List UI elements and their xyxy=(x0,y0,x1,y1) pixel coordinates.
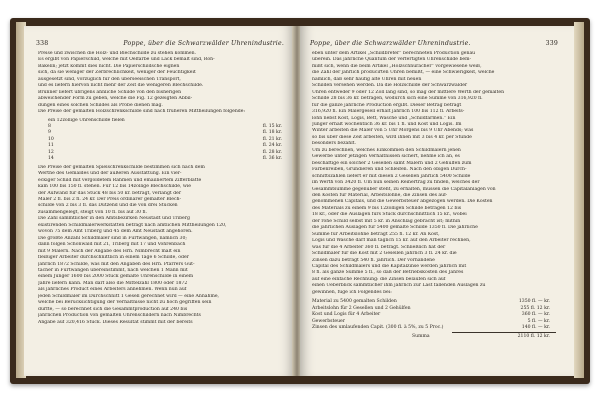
text-line: und es liefern hiervon nicht mehr der Zeit die wenigeren Blechschilde. xyxy=(38,83,204,89)
price-size: 9 xyxy=(48,130,51,136)
text-line: dürfte, — so berechnet sich die Gesammtproduction auf 240 bis xyxy=(38,306,188,312)
price-size: 12 xyxy=(48,149,54,155)
text-line: einem Jünger 1600 bis 2000 Stück gemalte Uhrenschilde in einem xyxy=(38,274,194,280)
text-line: für die ganze jährliche Production ergibt. Dieser Betrag beträgt xyxy=(312,102,462,108)
price-size: 10 xyxy=(48,136,54,142)
text-line: lohn nebst Kost, Logis, Bett, Wäsche und „Schildfärmen.“ Ein xyxy=(312,115,456,121)
right-page xyxy=(300,26,574,376)
left-text-bottom xyxy=(38,165,282,326)
text-line: Maler 2 fl. bis 2 fl. 24 kr. Der Preis ordinärer gemalter Blech- xyxy=(38,196,182,202)
text-line: als jährliches Product eines Arbeiters annehmen. Wenn nun auf xyxy=(38,287,187,293)
cost-rows xyxy=(312,299,556,331)
text-line: 316,920 fl. Ein Malergesell erhält jährlich 100 bis 112 fl. Arbeits- xyxy=(312,109,465,115)
page-edges-right xyxy=(574,22,584,378)
text-line: Logis und Wäsche darf man täglich 15 kr. auf den Arbeiter rechnen, xyxy=(312,238,471,244)
text-line: abweichender Form zu geben, welche die Fig. 12 gezeigten Abbil- xyxy=(38,96,193,102)
text-line: eckiger Schild mit vergoldetem Rahmen und emailliertem Zifferblatte xyxy=(38,177,202,183)
text-line: welche bei Berücksichtigung der Verhältnisse nicht zu hoch gegriffen sein xyxy=(38,300,212,306)
text-line: Winter arbeiten die Maler von 5 Uhr Morgens bis 9 Uhr Abends; was xyxy=(312,128,474,134)
text-line: jährlich 1872 Schilde, was mit den Angaben des Hrn. Pfarrers Güt- xyxy=(38,261,195,267)
text-line: der Aufwand für das Stück 48 bis 50 kr. beträgt, verlangt der xyxy=(38,190,182,196)
right-running-title: Poppe, über die Schwarzwälder Uhrenindustrie. xyxy=(310,40,471,47)
text-line: Angabe auf 320,416 Stück. Dieses Resultat stimmt mit der bereits xyxy=(38,319,193,325)
right-page-header xyxy=(300,26,574,47)
text-line: besonders bezahlt. xyxy=(312,141,356,147)
text-line: Gewerbe unter jetzigen Verhältnissen sichert, nehme ich an, es xyxy=(312,154,460,160)
text-line: den Kosten für Material, Arbeitslöhne, die Zinsen des auf- xyxy=(312,192,448,198)
cost-amount: 1350 fl. — kr. xyxy=(518,299,550,305)
text-line: schnittszahlen liefert er mit diesen 2 Gesellen jährlich 5400 Schilde xyxy=(312,173,471,179)
text-line: 18 kr., oder die Auslagen fürs Stück durchschnittlich 15 kr., wobei xyxy=(312,212,467,218)
cost-amount: 360 fl. — kr. xyxy=(521,312,550,318)
cost-label: Gewerbsteuer xyxy=(312,318,345,324)
text-line: beschäftige ein solcher 2 Gesellen samt Malern und 2 Gehülfen zum xyxy=(312,160,472,166)
cost-total-amount: 2110 fl. 12 kr. xyxy=(517,334,550,340)
price-amount: fl. 18 kr. xyxy=(262,130,282,136)
text-line: gewinnen, füge ich Folgendes bei: xyxy=(312,289,392,295)
text-line: Die größte Anzahl Schildmaler sind in Furtwangen, nämlich 30; xyxy=(38,235,187,241)
text-line: Um zu berechnen, welches Einkommen den Schildmalern jenen xyxy=(312,147,461,153)
text-line: auf eine einfache Rechnung: die Zinsen belaufen sich auf xyxy=(312,276,446,282)
text-line: kam 100 bis 150 fl. stehen. Für 12 bis 14zöllige Blechschilde, wie xyxy=(38,184,192,190)
text-line: Jahre liefern kann. Man darf also die Mittelzahl 1800 oder 1872 xyxy=(38,280,188,286)
text-line: ausgesetzt sind, vorzüglich für den überseeischen Transport, xyxy=(38,76,181,82)
left-text-top xyxy=(38,51,282,116)
text-line: überein. Das jährliche Quantum der verfertigten Uhrenschilde bem- xyxy=(312,57,472,63)
text-line: genommenen Capitals, und die Gewerbsteuer abgezogen werden. Die Kosten xyxy=(312,199,493,205)
text-line: Capital des Schildmalers und die Kapitalzinse werden jährlich mit xyxy=(312,263,467,269)
text-line: 8 fl. als ganze Summe 5 fl., so daß der Betriebskosten des Jahres xyxy=(312,270,464,276)
cost-label: Arbeitslohn für 2 Gesellen und 2 Gehülfen xyxy=(312,305,411,311)
price-amount: fl. 21 kr. xyxy=(262,136,282,142)
right-page-number: 339 xyxy=(545,40,558,47)
text-line: Uhren entweder 9 oder 12 Zoll lang sind, so mag der mittlere Werth der gemalten xyxy=(312,89,505,95)
price-row xyxy=(48,156,282,162)
text-line: fleißiger Arbeiter durchschnittlich in einem Tage 6 Schilde, oder xyxy=(38,255,189,261)
text-line: jeden Schildmaler im Durchschnitt 1 Gesell gerechnet wird — eine Annahme, xyxy=(38,293,220,299)
text-line: Die Zahl sämmtlicher in den Amtsbezirken Neustadt und Triberg xyxy=(38,216,190,222)
text-line: einen Ueberblick sämmtlicher ihm jährlich zur Last fallenden Auslagen zu xyxy=(312,283,486,289)
text-line: Zinsen dazu beträgt 540 fl. jährlich. Der vorhandene xyxy=(312,257,435,263)
text-line: mißt sich, wenn die beim Artikel „Holzschnuracher“ vorgewiesene weiß, xyxy=(312,63,482,69)
text-line: dungen eines solchen Schildes als Probe dienen mag. xyxy=(38,102,163,108)
text-line: dann folgen Schönwald mit 21, Triberg mit 17 und Vöhrenbach xyxy=(38,242,186,248)
cost-label: Kost und Logis für 4 Arbeiter xyxy=(312,312,381,318)
price-rows xyxy=(48,124,282,163)
text-line: Gesammtsumme gegenüber steht, zu erhalten, müssen die Capitalanlagen von xyxy=(312,186,496,192)
text-line: Die Preise der gemalten Holzschrenkschilde sind nach früheren Mittheilungen folgende: xyxy=(38,109,245,115)
right-page-body xyxy=(300,47,574,341)
text-line: Schilden versehen werden. Da die Holzschilde der Schwarzwalder xyxy=(312,83,468,89)
left-page xyxy=(24,26,294,376)
text-line: Summe für Arbeitslöhne beträgt 255 fl. 12 kr. An Kost, xyxy=(312,231,440,237)
price-table-label: ein 12zöllige Uhrenschilde fielen xyxy=(48,117,125,123)
price-amount: fl. 15 kr. xyxy=(262,123,282,129)
price-table xyxy=(48,118,282,163)
left-page-body xyxy=(24,47,294,326)
text-line: Es ergibt von Papierschild, welche mit Oelfarbe und Lack bemalt sind, Roh- xyxy=(38,57,215,63)
text-line: Preise und zwischen die Holz- und Blechschilde zu stehen kommen. xyxy=(38,51,197,56)
text-line: Werthe des Gemäldes und der äußeren Ausstattung. Ein vier- xyxy=(38,171,182,177)
text-line: tacher in Furtwangen übereinstimmt, nach welchen 1 Mann mit xyxy=(38,267,188,273)
price-size: 8 xyxy=(48,123,51,129)
text-line: Schilde 28 bis 36 kr. betragen, wodurch sich eine Summe von 316,920 fl. xyxy=(312,96,483,102)
cost-amount: 5 fl. — kr. xyxy=(527,318,550,324)
text-line: im Werth von 3420 fl. Um nun seinen Reinertrag zu finden, welches der xyxy=(312,180,480,186)
text-line: zusammengelegt, steigt von 10 fl. bis auf 30 fl. xyxy=(38,209,148,215)
text-line: des Materials zu einem 9 bis 12zölligen Schilde betragen 12 bis xyxy=(312,205,462,211)
text-line: Brunner liefert übrigens ähnliche Schilde von den bisherigen xyxy=(38,89,182,95)
left-page-header xyxy=(24,26,294,47)
text-line: mit 9 Malern. Nach der Angabe des Hrn. Nimbrecht malt ein xyxy=(38,248,181,254)
price-size: 11 xyxy=(48,143,54,149)
text-line: existirenden Schildmalerwerkstätten beträgt nach amtlichen Mittheilungen 120, xyxy=(38,222,227,228)
text-line: sich, da sie weniger der Zerbrechlichkeit, weniger der Feuchtigkeit xyxy=(38,70,196,76)
cost-total-label: Summa xyxy=(412,334,430,340)
price-amount: fl. 28 kr. xyxy=(262,149,282,155)
cost-amount: 140 fl. — kr. xyxy=(521,325,550,331)
text-line: Die Preise der gemalten Spielschrenkschilde bestimmen sich nach dem xyxy=(38,164,205,170)
left-page-number: 338 xyxy=(36,40,49,47)
text-line: wovon 75 dem Amt Triberg und 45 dem Amt Neustadt angehören. xyxy=(38,229,193,235)
price-amount: fl. 24 kr. xyxy=(262,143,282,149)
left-running-title: Poppe, über die Schwarzwälder Uhrenindustrie. xyxy=(123,40,284,47)
text-line: nämlich, daß sehr häufig alte Uhren mit neuen xyxy=(312,76,422,82)
text-line: was für die 4 Arbeiter 360 fl. beträgt. Schließlich hat der xyxy=(312,244,446,250)
cost-row xyxy=(312,325,556,331)
text-line: Jünger erhält wöchentlich 36 kr. bis 1 fl. und Kost und Logis. Im xyxy=(312,121,462,127)
text-line: schilde von 2 bis 3 fl. das Dutzend und die von drei Stücken xyxy=(38,203,178,209)
cost-label: Zinsen des umlaufenden Capit. (300 fl. à 5%, zu 5 Proc.) xyxy=(312,325,444,331)
text-line: die Zahl der jährlich producirten Uhren bemißt, — eine Schwierigkeit, welche xyxy=(312,70,495,76)
text-line: jährlichen Production von gemalten Uhrenschildern nach Nimbrechts xyxy=(38,313,201,319)
text-line: eben unter dem Artikel „Schildbreter“ berechneten Production genau xyxy=(312,51,476,56)
text-line: Farbenreiben, Grundieren und Schleifen. Nach den obigen Durch- xyxy=(312,167,467,173)
text-line: die jährlichen Auslagen für 5400 gemalte Schilde 1350 fl. Die jährliche xyxy=(312,225,478,231)
cost-table xyxy=(312,299,556,341)
text-line: Bakelin; jetzt kommt dies nicht. Die Papierschildsche eignen xyxy=(38,63,180,69)
cost-label: Material zu 5400 gemalten Schilden xyxy=(312,299,397,305)
text-line: der rohe Schild selbst mit 5 kr. in Anschlag gebracht ist; mithin xyxy=(312,218,461,224)
price-amount: fl. 36 kr. xyxy=(262,156,282,162)
right-text-top xyxy=(312,51,556,296)
text-line: so bis über diese Zeit arbeiten, wird ihnen mit 3 bis 4 kr. per Stunde xyxy=(312,134,472,140)
cost-total-row xyxy=(312,334,556,340)
price-size: 14 xyxy=(48,156,54,162)
cost-amount: 255 fl. 12 kr. xyxy=(520,305,550,311)
text-line: Schildmaler für die Kost mit 2 Gesellen jährlich 3 fl. 24 kr. die xyxy=(312,251,457,257)
